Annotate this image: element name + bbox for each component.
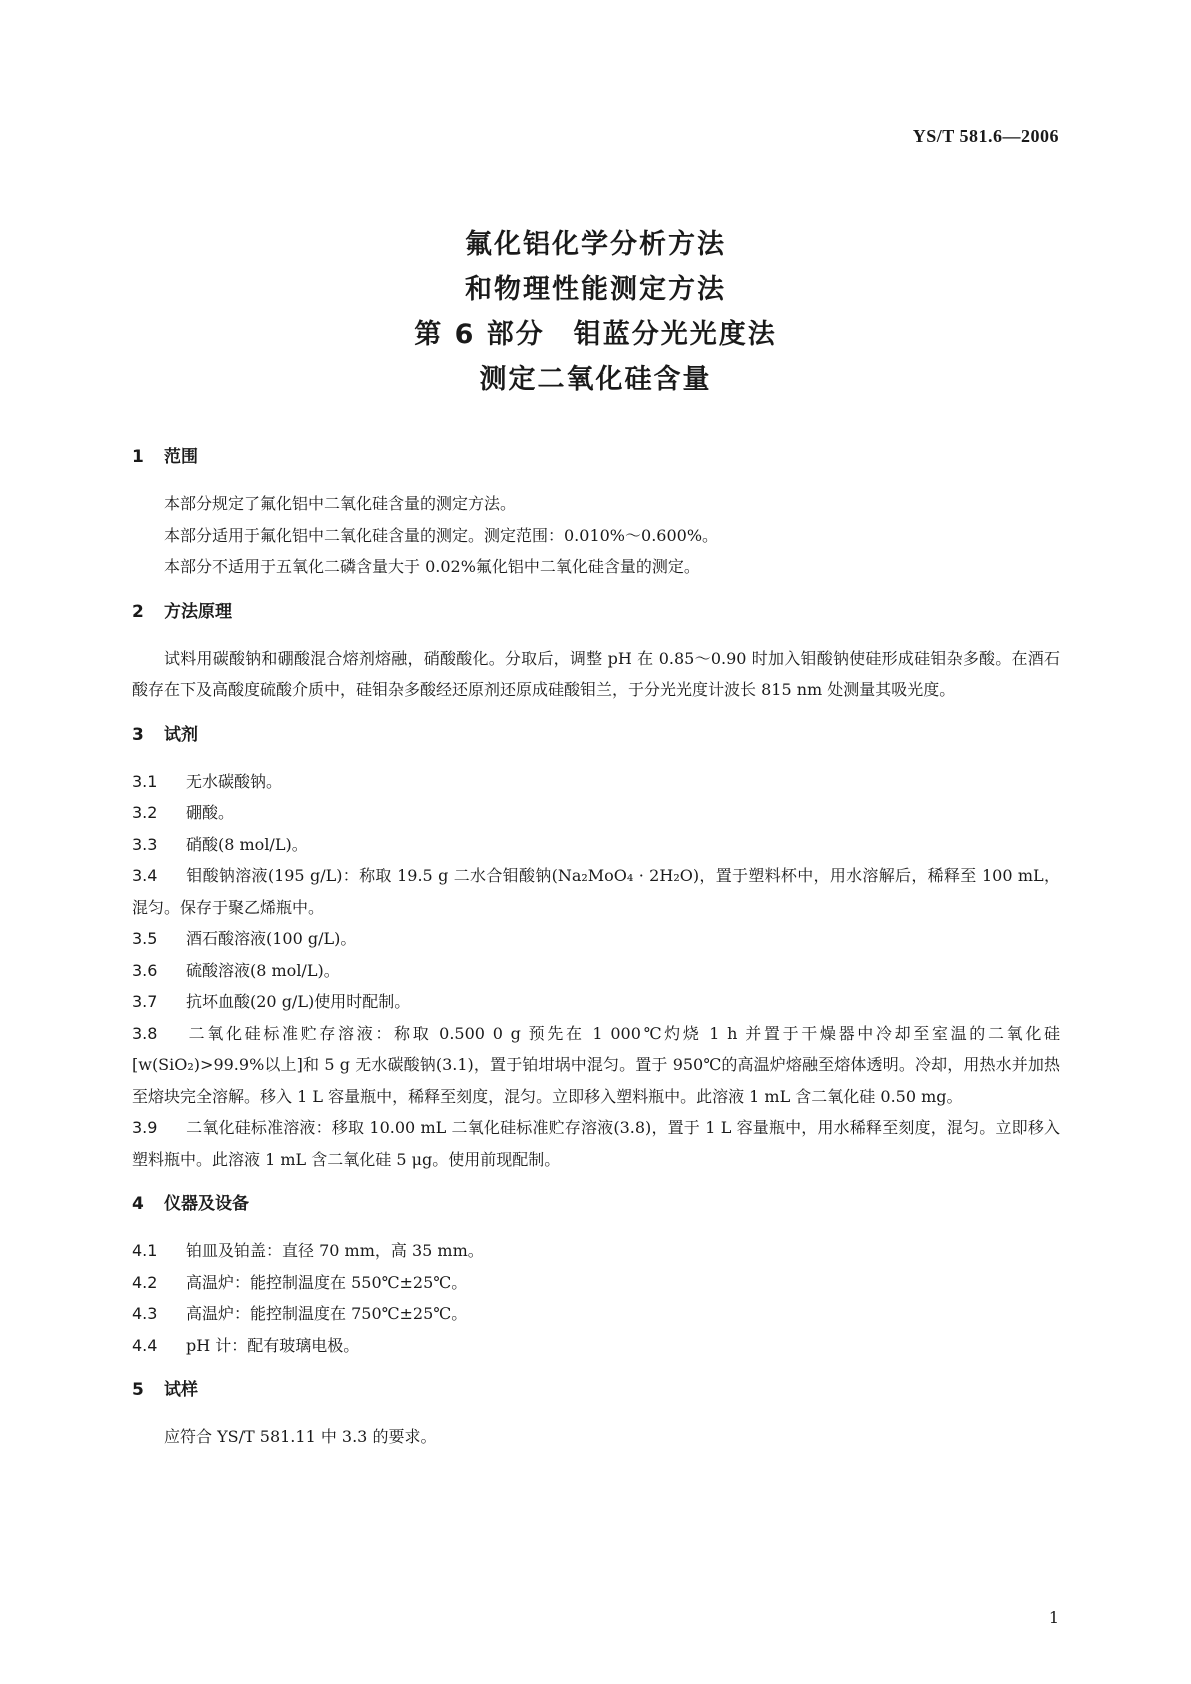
title-line-4: 测定二氧化硅含量 <box>479 364 712 395</box>
item-number: 3.9 <box>132 1118 158 1137</box>
item-text: 无水碳酸钠。 <box>186 771 283 791</box>
list-item <box>132 766 1060 798</box>
section-4-heading <box>132 1189 1060 1219</box>
item-number: 3.4 <box>132 866 158 885</box>
list-item <box>132 1018 1060 1113</box>
item-number: 3.6 <box>132 960 158 980</box>
item-number: 4.3 <box>132 1304 158 1323</box>
item-number: 4.2 <box>132 1272 158 1292</box>
section-title: 方法原理 <box>164 601 232 622</box>
item-number: 4.1 <box>132 1241 158 1260</box>
title-line-1: 氟化铝化学分析方法 <box>465 229 726 260</box>
paragraph: 本部分不适用于五氧化二磷含量大于 0.02%氟化铝中二氧化硅含量的测定。 <box>164 557 700 576</box>
section-title: 范围 <box>164 447 198 467</box>
section-number: 1 <box>132 447 144 467</box>
section-5-heading <box>132 1375 1060 1405</box>
item-text: 硫酸溶液(8 mol/L)。 <box>186 960 340 980</box>
item-number: 3.3 <box>132 834 158 854</box>
section-number: 5 <box>132 1380 144 1400</box>
item-number: 3.1 <box>132 771 158 791</box>
title-line-2: 和物理性能测定方法 <box>465 274 726 305</box>
item-number: 3.2 <box>132 803 158 822</box>
item-text: 钼酸钠溶液(195 g/L)：称取 19.5 g 二水合钼酸钠(Na₂MoO₄ · 2H₂O)，置于塑料杯中，用水溶解后，稀释至 100 mL，混匀。保存于聚乙烯瓶中。 <box>132 866 1060 917</box>
list-item <box>132 986 1060 1018</box>
item-number: 4.4 <box>132 1335 158 1355</box>
list-item <box>132 923 1060 955</box>
list-item <box>132 1235 1060 1267</box>
section-1-heading <box>132 442 1060 472</box>
section-2-heading <box>132 597 1060 627</box>
item-text: 高温炉：能控制温度在 550℃±25℃。 <box>186 1272 468 1292</box>
paragraph: 本部分规定了氟化铝中二氧化硅含量的测定方法。 <box>164 494 517 513</box>
title-line-3: 第 6 部分 钼蓝分光光度法 <box>414 319 777 350</box>
standard-code: YS/T 581.6—2006 <box>912 126 1059 146</box>
item-text: 二氧化硅标准贮存溶液：称取 0.500 0 g 预先在 1 000℃灼烧 1 h 并置于干燥器中冷却至室温的二氧化硅[w(SiO₂)>99.9%以上]和 5 g 无水碳酸钠(3.1)，置于铂坩埚中混匀。置于 950℃的高温炉熔融至熔体透明。冷却，用热水并加热至熔块完全溶解。移入 1 L 容量瓶中，稀释至刻度，混匀。立即移入塑料瓶中。此溶液 1 mL 含二氧化硅 0.50 mg。 <box>132 1023 1060 1106</box>
paragraph: 本部分适用于氟化铝中二氧化硅含量的测定。测定范围：0.010%～0.600%。 <box>164 525 719 545</box>
section-title: 仪器及设备 <box>164 1194 249 1214</box>
document-title <box>0 222 1191 402</box>
item-number: 3.5 <box>132 929 158 948</box>
item-text: 硝酸(8 mol/L)。 <box>186 834 308 854</box>
list-item <box>132 1330 1060 1362</box>
list-item <box>132 1298 1060 1330</box>
page-number: 1 <box>1048 1608 1059 1627</box>
list-item <box>132 1112 1060 1175</box>
section-3-heading <box>132 720 1060 750</box>
section-title: 试样 <box>164 1380 198 1400</box>
item-text: 高温炉：能控制温度在 750℃±25℃。 <box>186 1304 468 1323</box>
section-number: 4 <box>132 1194 144 1214</box>
document-body <box>132 442 1060 1453</box>
item-text: pH 计：配有玻璃电极。 <box>186 1335 360 1355</box>
item-text: 酒石酸溶液(100 g/L)。 <box>186 929 357 948</box>
list-item <box>132 955 1060 987</box>
section-number: 3 <box>132 724 144 745</box>
list-item <box>132 797 1060 829</box>
item-number: 3.7 <box>132 992 158 1011</box>
list-item <box>132 860 1060 923</box>
item-number: 3.8 <box>132 1023 158 1043</box>
item-text: 抗坏血酸(20 g/L)使用时配制。 <box>186 992 411 1011</box>
paragraph: 试料用碳酸钠和硼酸混合熔剂熔融，硝酸酸化。分取后，调整 pH 在 0.85～0.90 时加入钼酸钠使硅形成硅钼杂多酸。在酒石酸存在下及高酸度硫酸介质中，硅钼杂多酸经还原剂还原成硅酸钼兰，于分光光度计波长 815 nm 处测量其吸光度。 <box>132 648 1060 699</box>
list-item <box>132 829 1060 861</box>
item-text: 硼酸。 <box>186 803 235 822</box>
section-title: 试剂 <box>164 724 198 745</box>
item-text: 二氧化硅标准溶液：移取 10.00 mL 二氧化硅标准贮存溶液(3.8)，置于 1 L 容量瓶中，用水稀释至刻度，混匀。立即移入塑料瓶中。此溶液 1 mL 含二氧化硅 5 μg。使用前现配制。 <box>132 1118 1060 1169</box>
item-text: 铂皿及铂盖：直径 70 mm，高 35 mm。 <box>186 1241 484 1260</box>
paragraph: 应符合 YS/T 581.11 中 3.3 的要求。 <box>164 1427 437 1446</box>
list-item <box>132 1267 1060 1299</box>
section-number: 2 <box>132 601 144 622</box>
